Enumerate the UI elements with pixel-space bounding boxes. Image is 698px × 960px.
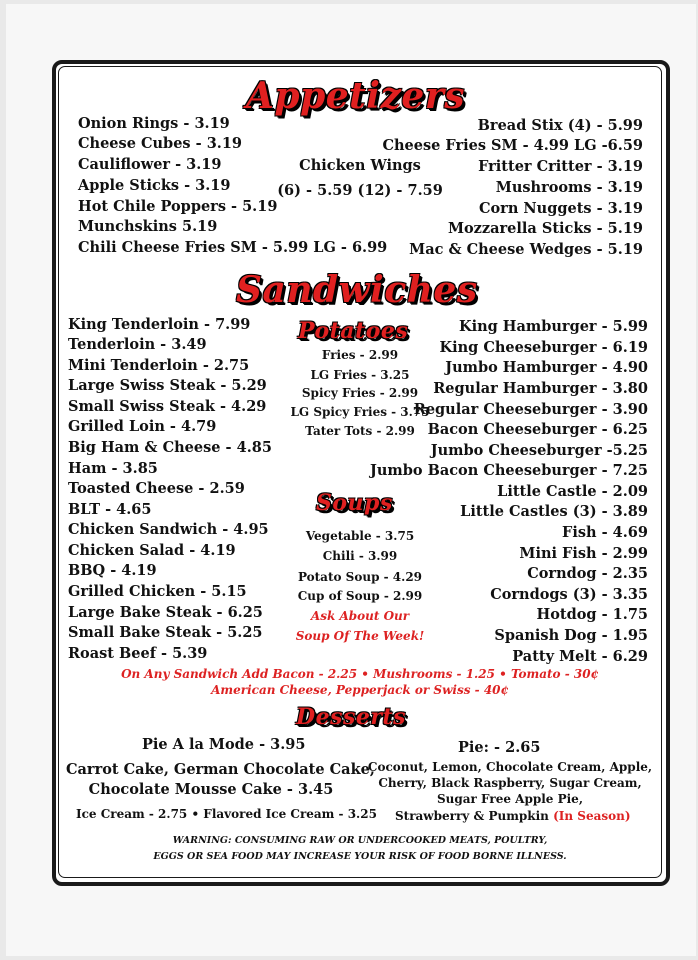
menu-item: Mac & Cheese Wedges - 5.19 (409, 241, 643, 258)
menu-item: Potato Soup - 4.29 (297, 570, 423, 584)
sandwich-addons-cheese: American Cheese, Pepperjack or Swiss - 40¢ (211, 683, 509, 697)
menu-item: Spanish Dog - 1.95 (494, 627, 648, 644)
menu-item: LG Fries - 3.25 (310, 368, 410, 382)
pie-flavors: Coconut, Lemon, Chocolate Cream, Apple, (367, 760, 653, 774)
menu-item: Little Castle - 2.09 (497, 483, 648, 500)
menu-item: Mushrooms - 3.19 (495, 179, 643, 196)
menu-item: Small Bake Steak - 5.25 (68, 624, 263, 641)
menu-item: King Tenderloin - 7.99 (68, 316, 251, 333)
menu-item: Regular Hamburger - 3.80 (433, 380, 648, 397)
menu-item: Hotdog - 1.75 (536, 606, 648, 623)
menu-item: Fish - 4.69 (562, 524, 648, 541)
menu-item: Mozzarella Sticks - 5.19 (447, 220, 643, 237)
menu-item: Chicken Salad - 4.19 (68, 542, 236, 559)
menu-item: Large Swiss Steak - 5.29 (68, 377, 267, 394)
menu-item: Little Castles (3) - 3.89 (460, 503, 648, 520)
menu-item: Big Ham & Cheese - 4.85 (68, 439, 272, 456)
soup-note: Soup Of The Week! (295, 629, 425, 643)
menu-item: King Cheeseburger - 6.19 (439, 339, 648, 356)
menu-item: Large Bake Steak - 6.25 (68, 604, 263, 621)
menu-item: Apple Sticks - 3.19 (78, 177, 231, 194)
menu-item: Vegetable - 3.75 (305, 529, 415, 543)
pie-a-la-mode: Pie A la Mode - 3.95 (142, 736, 306, 753)
menu-item: Chicken Sandwich - 4.95 (68, 521, 269, 538)
cakes-line: Carrot Cake, German Chocolate Cake, (66, 761, 375, 778)
menu-item: Ham - 3.85 (68, 460, 158, 477)
menu-item: BLT - 4.65 (68, 501, 152, 518)
menu-item: Regular Cheeseburger - 3.90 (413, 401, 648, 418)
menu-item: Cup of Soup - 2.99 (297, 589, 423, 603)
appetizers-heading: Appetizers (246, 75, 466, 117)
pie-flavors (395, 809, 631, 823)
cakes-line: Chocolate Mousse Cake - 3.45 (88, 781, 334, 798)
menu-item: LG Spicy Fries - 3.75 (290, 405, 430, 419)
menu-item: Bread Stix (4) - 5.99 (477, 117, 643, 134)
menu-item: Jumbo Hamburger - 4.90 (445, 359, 648, 376)
pie-flavors: Cherry, Black Raspberry, Sugar Cream, (378, 776, 642, 790)
menu-item: King Hamburger - 5.99 (458, 318, 648, 335)
menu-item: Mini Fish - 2.99 (519, 545, 648, 562)
pie-title: Pie: - 2.65 (458, 739, 541, 756)
menu-item: Grilled Chicken - 5.15 (68, 583, 247, 600)
chicken-wings-label: Chicken Wings (299, 157, 421, 174)
menu-item: Hot Chile Poppers - 5.19 (78, 198, 278, 215)
menu-item: Chili Cheese Fries SM - 5.99 LG - 6.99 (78, 239, 388, 256)
menu-item: Mini Tenderloin - 2.75 (68, 357, 250, 374)
menu-item: Chili - 3.99 (322, 549, 398, 563)
menu-item: Corndog - 2.35 (527, 565, 648, 582)
menu-item: Jumbo Cheeseburger -5.25 (430, 442, 648, 459)
ice-cream-line: Ice Cream - 2.75 • Flavored Ice Cream - 3.25 (76, 807, 377, 821)
menu-item: Fritter Critter - 3.19 (478, 158, 643, 175)
menu-item: Spicy Fries - 2.99 (301, 386, 419, 400)
menu-item: Munchskins 5.19 (78, 218, 218, 235)
menu-item: Onion Rings - 3.19 (78, 115, 230, 132)
menu-item: Bacon Cheeseburger - 6.25 (427, 421, 648, 438)
menu-item: Patty Melt - 6.29 (512, 648, 648, 665)
menu-item: Cheese Cubes - 3.19 (78, 135, 243, 152)
menu-item: Tater Tots - 2.99 (305, 424, 415, 438)
menu-item: Grilled Loin - 4.79 (68, 418, 217, 435)
menu-item: BBQ - 4.19 (68, 562, 157, 579)
menu-item: Fries - 2.99 (321, 348, 399, 362)
food-warning: EGGS OR SEA FOOD MAY INCREASE YOUR RISK OF FOOD BORNE ILLNESS. (153, 851, 567, 862)
chicken-wings-prices: (6) - 5.59 (12) - 7.59 (277, 182, 443, 199)
menu-item: Cheese Fries SM - 4.99 LG -6.59 (382, 137, 643, 154)
pie-flavors: Sugar Free Apple Pie, (437, 792, 583, 806)
menu-item: Cauliflower - 3.19 (78, 156, 222, 173)
desserts-heading: Desserts (296, 704, 406, 730)
menu-item: Corndogs (3) - 3.35 (490, 586, 648, 603)
soup-note: Ask About Our (310, 609, 410, 623)
food-warning: WARNING: CONSUMING RAW OR UNDERCOOKED MEATS, POULTRY, (172, 835, 548, 846)
menu-item: Small Swiss Steak - 4.29 (68, 398, 267, 415)
menu-item: Toasted Cheese - 2.59 (68, 480, 245, 497)
in-season-note: (In Season) (553, 809, 631, 823)
menu-item: Corn Nuggets - 3.19 (478, 200, 643, 217)
soups-heading: Soups (316, 490, 393, 516)
menu-item: Jumbo Bacon Cheeseburger - 7.25 (369, 462, 648, 479)
menu-item: Tenderloin - 3.49 (68, 336, 207, 353)
potatoes-heading: Potatoes (298, 318, 409, 344)
pie-seasonal-flavors: Strawberry & Pumpkin (395, 809, 549, 823)
sandwich-addons: On Any Sandwich Add Bacon - 2.25 • Mushrooms - 1.25 • Tomato - 30¢ (121, 667, 599, 681)
menu-item: Roast Beef - 5.39 (68, 645, 208, 662)
sandwiches-heading: Sandwiches (236, 269, 478, 311)
